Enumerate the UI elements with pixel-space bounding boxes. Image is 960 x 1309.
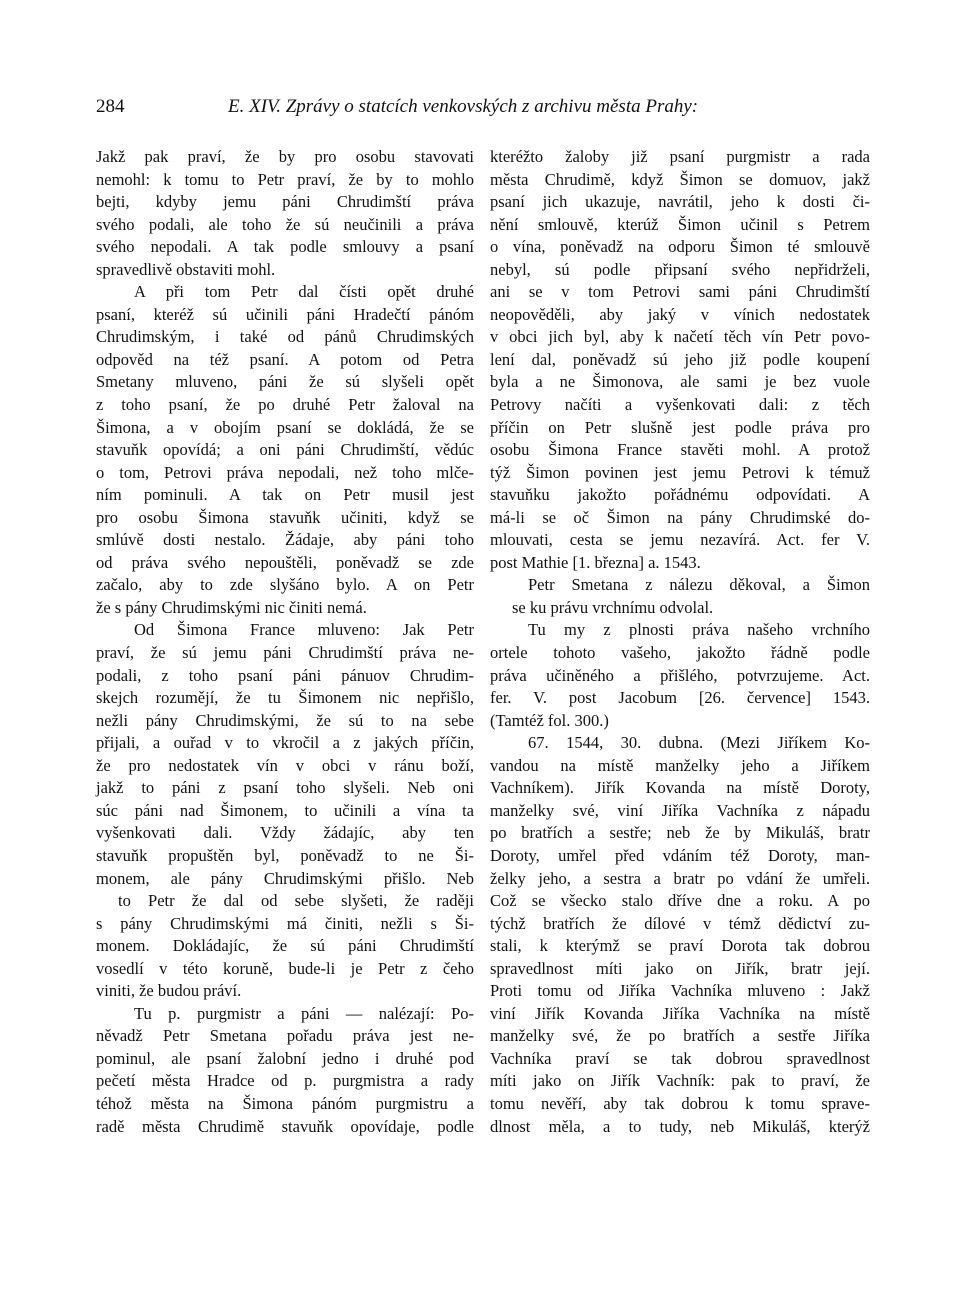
text-line: radě města Chrudimě stavuňk opovídaje, podle	[96, 1116, 474, 1136]
text-line: podali, z toho psaní páni pánuov Chrudim-	[96, 665, 474, 685]
text-line: osobu Šimona France stavěti mohl. A protož	[490, 440, 870, 460]
text-line: monem, ale pány Chrudimskými přišlo. Neb	[96, 868, 474, 888]
text-line: kteréžto žaloby již psaní purgmistr a rada	[490, 147, 870, 166]
text-line: Doroty, umřel před vdáním též Doroty, man-	[490, 845, 870, 865]
text-line: stavuňku jakožto pořádnému odpovídati. A	[490, 485, 870, 505]
text-line: pominul, ale psaní žalobní jedno i druhé pod	[96, 1048, 474, 1068]
text-line: z toho psaní, že po druhé Petr žaloval na	[96, 395, 474, 415]
text-line: Což se všecko stalo dříve dne a roku. A po	[490, 891, 870, 911]
text-line: (Tamtéž fol. 300.)	[490, 710, 609, 730]
text-line: týchž bratřích že dílové v témž dědictví zu-	[490, 913, 870, 933]
text-line: stavuňk propuštěn byl, poněvadž to ne Ši-	[96, 845, 474, 865]
text-line: stavuňk opovídá; a oni páni Chrudimští, vědúc	[96, 440, 474, 460]
text-line: téhož města na Šimona pánóm purgmistru a	[96, 1093, 474, 1113]
text-line: Jakž pak praví, že by pro osobu stavovati	[96, 147, 474, 166]
text-line: svého podali, ale toho že sú neučinili a práva	[96, 214, 474, 234]
text-line: želky jeho, a sestra a bratr po vdání že umřeli.	[490, 868, 870, 888]
text-line: Tu p. purgmistr a páni — nalézají: Po-	[134, 1003, 474, 1023]
text-line: začalo, aby to zde slyšáno bylo. A on Petr	[96, 575, 474, 595]
text-line: nežli pány Chrudimskými, že sú to na sebe	[96, 710, 474, 730]
text-line: Vachníka praví se tak dobrou spravedlnost	[490, 1048, 870, 1068]
text-line: pečetí města Hradce od p. purgmistra a rady	[96, 1071, 474, 1091]
text-line: ním pominuli. A tak on Petr musil jest	[96, 485, 474, 505]
text-line: dlnost měla, a to tudy, neb Mikuláš, kterýž	[490, 1116, 870, 1136]
text-line: Od Šimona France mluveno: Jak Petr	[134, 620, 474, 640]
text-line: spravedlivě obstaviti mohl.	[96, 259, 276, 279]
text-line: o vína, poněvadž na odporu Šimon té smlouvě	[490, 237, 870, 257]
page-header	[96, 96, 866, 126]
text-line: vandou na místě manželky jeho a Jiříkem	[490, 755, 870, 775]
running-title: E. XIV. Zprávy o statcích venkovských z archivu města Prahy:	[228, 96, 699, 117]
text-line: přijali, a ouřad v to vkročil a z jakých příčin,	[96, 733, 474, 753]
text-line: ortele tohoto vašeho, jakožto řádně podle	[490, 643, 870, 663]
text-line: monem. Dokládajíc, že sú páni Chrudimští	[96, 936, 474, 956]
text-line: Petrovy načíti a vyšenkovati dali: z těch	[490, 395, 870, 415]
text-line: manželky své, viní Jiříka Vachníka z nápadu	[490, 800, 870, 820]
text-line: 67. 1544, 30. dubna. (Mezi Jiříkem Ko-	[528, 733, 870, 753]
right-column	[490, 146, 870, 1138]
text-line: Vachníkem). Jiřík Kovanda na místě Doroty,	[490, 778, 870, 798]
text-line: vyšenkovati dali. Vždy žádajíc, aby ten	[96, 823, 474, 843]
text-line: města Chrudimě, když Šimon se domuov, jakž	[490, 169, 870, 189]
text-line: se ku právu vrchnímu odvolal.	[512, 597, 714, 617]
text-line: svého nepodali. A tak podle smlouvy a psaní	[96, 237, 474, 257]
text-line: psaní, kteréž sú učinili páni Hradečtí pánóm	[96, 304, 474, 324]
text-line: stali, k kterýmž se praví Dorota tak dobrou	[490, 936, 870, 956]
text-line: příčin on Petr slušně jest podle práva pro	[490, 417, 870, 437]
text-line: to Petr že dal od sebe slyšeti, že raději	[118, 891, 474, 911]
text-line: s pány Chrudimskými má činiti, nežli s Ši-	[96, 913, 474, 933]
left-column	[96, 146, 474, 1138]
text-line: skejch rozumějí, že tu Šimonem nic nepřišlo,	[96, 688, 474, 708]
text-line: nění smlouvě, kterúž Šimon učinil s Petrem	[490, 214, 870, 234]
text-line: psaní jich ukazuje, navrátil, jeho k dosti či-	[490, 192, 870, 212]
text-line: bejti, kdyby jemu páni Chrudimští práva	[96, 192, 474, 212]
text-line: praví, že sú jemu páni Chrudimští práva ne-	[96, 643, 474, 663]
text-line: práva učiněného a přišlého, potvrzujeme. Act.	[490, 665, 870, 685]
text-line: ani se v tom Petrovi sami páni Chrudimští	[490, 282, 870, 302]
text-line: že s pány Chrudimskými nic činiti nemá.	[96, 597, 367, 617]
text-line: post Mathie [1. března] a. 1543.	[490, 552, 701, 572]
text-line: Tu my z plnosti práva našeho vrchního	[528, 620, 870, 640]
text-line: odpověd na též psaní. A potom od Petra	[96, 349, 474, 369]
text-line: byla a ne Šimonova, ale sami je bez vuole	[490, 372, 870, 392]
text-line: Proti tomu od Jiříka Vachníka mluveno : Jakž	[490, 981, 870, 1001]
text-line: súc páni nad Šimonem, to učinili a vína ta	[96, 800, 474, 820]
text-line: viní Jiřík Kovanda Jiříka Vachníka na místě	[490, 1003, 870, 1023]
text-line: míti jako on Jiřík Vachník: pak to praví, že	[490, 1071, 870, 1091]
text-line: spravedlnost míti jako on Jiřík, bratr její.	[490, 958, 870, 978]
text-line: že pro nedostatek vín v obci v ránu boží,	[96, 755, 474, 775]
text-line: o tom, Petrovi práva nepodali, než toho mlče-	[96, 462, 474, 482]
text-line: Petr Smetana z nálezu děkoval, a Šimon	[528, 575, 870, 595]
page-number: 284	[96, 96, 125, 117]
text-line: viniti, že budou práví.	[96, 981, 242, 1001]
text-line: v obci jich byl, aby k načetí těch vín Petr povo-	[490, 327, 870, 347]
text-line: nemohl: k tomu to Petr praví, že by to mohlo	[96, 169, 474, 189]
text-line: manželky své, že po bratřích a sestře Jiříka	[490, 1026, 870, 1046]
text-line: má-li se oč Šimon na pány Chrudimské do-	[490, 507, 870, 527]
text-line: týž Šimon povinen jest jemu Petrovi k témuž	[490, 462, 870, 482]
text-line: jakž to páni z psaní toho slyšeli. Neb oni	[96, 778, 474, 798]
text-line: Šimona, a v obojím psaní se dokládá, že se	[96, 417, 474, 437]
text-line: Chrudimským, i také od pánů Chrudimských	[96, 327, 474, 347]
text-line: pro osobu Šimona stavuňk učiniti, když se	[96, 507, 474, 527]
text-line: A při tom Petr dal čísti opět druhé	[134, 282, 474, 302]
text-line: od práva svého nepouštěli, poněvadž se zde	[96, 552, 474, 572]
text-line: smlúvě dosti nestalo. Žádaje, aby páni toho	[96, 530, 474, 550]
text-line: nebyl, sú podle připsaní svého nepřidrželi,	[490, 259, 870, 279]
text-line: vosedlí v této koruně, bude-li je Petr z čeho	[96, 958, 474, 978]
text-line: mlouvati, cesta se jemu nezavírá. Act. fer V.	[490, 530, 870, 550]
text-line: po bratřích a sestře; neb že by Mikuláš, bratr	[490, 823, 870, 843]
text-line: tomu nevěří, aby tak dobrou k tomu sprave-	[490, 1093, 870, 1113]
text-line: něvadž Petr Smetana pořadu práva jest ne-	[96, 1026, 474, 1046]
text-line: neopověděli, aby jaký v vínich nedostatek	[490, 304, 870, 324]
text-line: fer. V. post Jacobum [26. července] 1543.	[490, 688, 870, 708]
text-line: Smetany mluveno, páni že sú slyšeli opět	[96, 372, 474, 392]
text-line: lení dal, poněvadž sú jeho již podle koupení	[490, 349, 870, 369]
